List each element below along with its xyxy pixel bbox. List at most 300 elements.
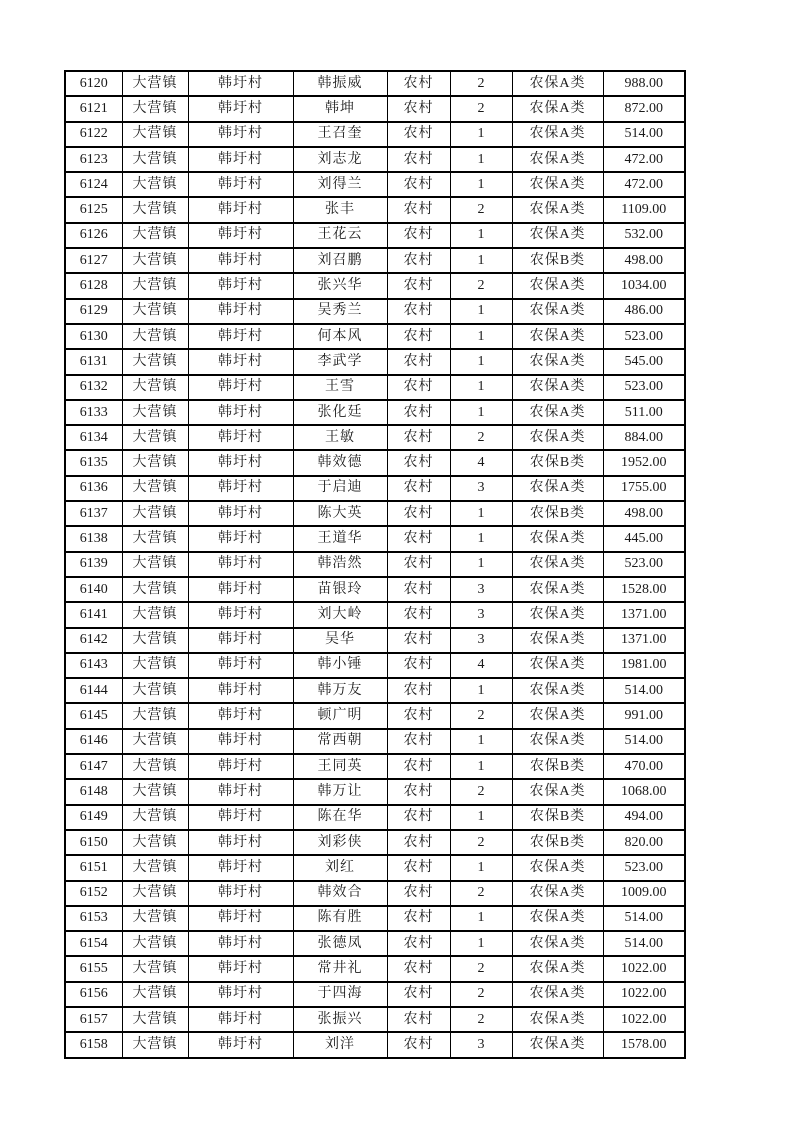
- table-row: [65, 881, 685, 906]
- table-cell-village: 韩圩村: [188, 223, 293, 248]
- table-cell-residence: 农村: [387, 450, 450, 475]
- table-cell-name: 张振兴: [293, 1007, 387, 1032]
- table-cell-name: 张丰: [293, 197, 387, 222]
- table-cell-insurance-type: 农保A类: [512, 703, 603, 728]
- table-cell-town: 大营镇: [122, 375, 188, 400]
- table-cell-amount: 523.00: [603, 324, 685, 349]
- table-cell-town: 大营镇: [122, 1007, 188, 1032]
- table-cell-town: 大营镇: [122, 881, 188, 906]
- table-cell-serial: 6158: [65, 1032, 122, 1057]
- table-cell-insurance-type: 农保A类: [512, 982, 603, 1007]
- table-cell-serial: 6139: [65, 552, 122, 577]
- table-row: [65, 526, 685, 551]
- table-cell-amount: 1022.00: [603, 982, 685, 1007]
- table-cell-name: 刘红: [293, 855, 387, 880]
- table-cell-village: 韩圩村: [188, 830, 293, 855]
- table-cell-name: 王雪: [293, 375, 387, 400]
- table-row: [65, 223, 685, 248]
- table-cell-insurance-type: 农保A类: [512, 172, 603, 197]
- table-cell-insurance-type: 农保A类: [512, 729, 603, 754]
- table-cell-amount: 1022.00: [603, 1007, 685, 1032]
- table-row: [65, 349, 685, 374]
- table-cell-village: 韩圩村: [188, 324, 293, 349]
- table-cell-serial: 6132: [65, 375, 122, 400]
- table-cell-town: 大营镇: [122, 956, 188, 981]
- table-cell-town: 大营镇: [122, 96, 188, 121]
- table-cell-village: 韩圩村: [188, 552, 293, 577]
- table-cell-village: 韩圩村: [188, 425, 293, 450]
- table-cell-village: 韩圩村: [188, 1032, 293, 1057]
- table-cell-amount: 514.00: [603, 122, 685, 147]
- table-cell-insurance-type: 农保A类: [512, 273, 603, 298]
- table-cell-town: 大营镇: [122, 628, 188, 653]
- table-cell-name: 刘召鹏: [293, 248, 387, 273]
- table-cell-headcount: 2: [450, 197, 512, 222]
- table-cell-residence: 农村: [387, 552, 450, 577]
- table-cell-headcount: 1: [450, 375, 512, 400]
- table-row: [65, 71, 685, 96]
- table-row: [65, 248, 685, 273]
- table-cell-serial: 6153: [65, 906, 122, 931]
- table-cell-amount: 1981.00: [603, 653, 685, 678]
- table-cell-amount: 498.00: [603, 501, 685, 526]
- table-cell-residence: 农村: [387, 628, 450, 653]
- table-cell-town: 大营镇: [122, 476, 188, 501]
- table-cell-name: 张化廷: [293, 400, 387, 425]
- table-cell-serial: 6143: [65, 653, 122, 678]
- table-cell-name: 于启迪: [293, 476, 387, 501]
- table-cell-serial: 6157: [65, 1007, 122, 1032]
- table-cell-village: 韩圩村: [188, 375, 293, 400]
- table-cell-residence: 农村: [387, 197, 450, 222]
- table-cell-name: 于四海: [293, 982, 387, 1007]
- table-cell-village: 韩圩村: [188, 703, 293, 728]
- table-cell-village: 韩圩村: [188, 349, 293, 374]
- table-cell-amount: 514.00: [603, 678, 685, 703]
- table-cell-residence: 农村: [387, 96, 450, 121]
- table-cell-serial: 6127: [65, 248, 122, 273]
- table-cell-residence: 农村: [387, 906, 450, 931]
- table-cell-name: 韩效合: [293, 881, 387, 906]
- table-row: [65, 147, 685, 172]
- table-cell-insurance-type: 农保A类: [512, 1007, 603, 1032]
- table-cell-headcount: 2: [450, 956, 512, 981]
- table-cell-insurance-type: 农保A类: [512, 678, 603, 703]
- table-cell-serial: 6142: [65, 628, 122, 653]
- table-cell-amount: 884.00: [603, 425, 685, 450]
- table-cell-residence: 农村: [387, 223, 450, 248]
- table-cell-amount: 988.00: [603, 71, 685, 96]
- table-cell-insurance-type: 农保A类: [512, 349, 603, 374]
- table-cell-residence: 农村: [387, 855, 450, 880]
- table-cell-name: 王召奎: [293, 122, 387, 147]
- table-cell-serial: 6121: [65, 96, 122, 121]
- table-cell-residence: 农村: [387, 425, 450, 450]
- table-cell-residence: 农村: [387, 273, 450, 298]
- table-cell-name: 常井礼: [293, 956, 387, 981]
- table-cell-headcount: 1: [450, 855, 512, 880]
- table-cell-residence: 农村: [387, 1007, 450, 1032]
- table-cell-amount: 1009.00: [603, 881, 685, 906]
- table-cell-insurance-type: 农保A类: [512, 526, 603, 551]
- table-cell-insurance-type: 农保B类: [512, 805, 603, 830]
- table-row: [65, 729, 685, 754]
- table-row: [65, 96, 685, 121]
- table-cell-name: 陈大英: [293, 501, 387, 526]
- table-cell-name: 何本风: [293, 324, 387, 349]
- table-cell-name: 常西朝: [293, 729, 387, 754]
- table-cell-insurance-type: 农保A类: [512, 906, 603, 931]
- table-cell-insurance-type: 农保A类: [512, 400, 603, 425]
- table-cell-town: 大营镇: [122, 906, 188, 931]
- table-cell-serial: 6148: [65, 779, 122, 804]
- table-cell-headcount: 1: [450, 349, 512, 374]
- table-cell-residence: 农村: [387, 881, 450, 906]
- table-cell-town: 大营镇: [122, 703, 188, 728]
- table-cell-village: 韩圩村: [188, 147, 293, 172]
- table-row: [65, 805, 685, 830]
- table-cell-residence: 农村: [387, 830, 450, 855]
- table-cell-serial: 6122: [65, 122, 122, 147]
- table-cell-headcount: 1: [450, 552, 512, 577]
- table-cell-amount: 514.00: [603, 729, 685, 754]
- table-cell-village: 韩圩村: [188, 273, 293, 298]
- table-cell-serial: 6128: [65, 273, 122, 298]
- table-cell-residence: 农村: [387, 982, 450, 1007]
- table-cell-village: 韩圩村: [188, 526, 293, 551]
- table-cell-headcount: 2: [450, 71, 512, 96]
- table-cell-amount: 532.00: [603, 223, 685, 248]
- table-cell-residence: 农村: [387, 779, 450, 804]
- table-cell-headcount: 3: [450, 476, 512, 501]
- table-cell-village: 韩圩村: [188, 577, 293, 602]
- table-cell-town: 大营镇: [122, 273, 188, 298]
- table-cell-town: 大营镇: [122, 552, 188, 577]
- table-cell-residence: 农村: [387, 956, 450, 981]
- table-cell-town: 大营镇: [122, 450, 188, 475]
- table-row: [65, 122, 685, 147]
- table-cell-town: 大营镇: [122, 855, 188, 880]
- table-cell-village: 韩圩村: [188, 754, 293, 779]
- table-cell-headcount: 2: [450, 1007, 512, 1032]
- table-cell-insurance-type: 农保A类: [512, 1032, 603, 1057]
- table-row: [65, 653, 685, 678]
- table-cell-village: 韩圩村: [188, 855, 293, 880]
- table-cell-headcount: 4: [450, 653, 512, 678]
- table-cell-residence: 农村: [387, 299, 450, 324]
- table-cell-town: 大营镇: [122, 1032, 188, 1057]
- table-cell-town: 大营镇: [122, 400, 188, 425]
- table-cell-serial: 6126: [65, 223, 122, 248]
- table-cell-name: 吴华: [293, 628, 387, 653]
- table-cell-serial: 6134: [65, 425, 122, 450]
- table-cell-headcount: 1: [450, 122, 512, 147]
- table-cell-headcount: 1: [450, 526, 512, 551]
- table-cell-name: 张德凤: [293, 931, 387, 956]
- table-cell-amount: 514.00: [603, 931, 685, 956]
- table-cell-name: 陈在华: [293, 805, 387, 830]
- table-cell-residence: 农村: [387, 501, 450, 526]
- table-cell-headcount: 1: [450, 147, 512, 172]
- table-cell-name: 李武学: [293, 349, 387, 374]
- table-cell-residence: 农村: [387, 653, 450, 678]
- table-cell-serial: 6150: [65, 830, 122, 855]
- table-cell-amount: 1034.00: [603, 273, 685, 298]
- table-row: [65, 476, 685, 501]
- table-cell-headcount: 1: [450, 729, 512, 754]
- table-cell-insurance-type: 农保B类: [512, 450, 603, 475]
- table-cell-headcount: 3: [450, 602, 512, 627]
- table-cell-amount: 872.00: [603, 96, 685, 121]
- table-cell-serial: 6146: [65, 729, 122, 754]
- table-cell-amount: 498.00: [603, 248, 685, 273]
- table-cell-amount: 1528.00: [603, 577, 685, 602]
- table-row: [65, 931, 685, 956]
- table-cell-name: 王同英: [293, 754, 387, 779]
- table-cell-amount: 1109.00: [603, 197, 685, 222]
- table-row: [65, 577, 685, 602]
- table-cell-serial: 6144: [65, 678, 122, 703]
- benefits-table: [64, 70, 686, 1059]
- table-cell-village: 韩圩村: [188, 71, 293, 96]
- table-cell-town: 大营镇: [122, 197, 188, 222]
- table-cell-amount: 470.00: [603, 754, 685, 779]
- table-cell-town: 大营镇: [122, 931, 188, 956]
- table-cell-residence: 农村: [387, 349, 450, 374]
- table-cell-town: 大营镇: [122, 425, 188, 450]
- table-cell-village: 韩圩村: [188, 197, 293, 222]
- table-cell-serial: 6133: [65, 400, 122, 425]
- table-cell-residence: 农村: [387, 248, 450, 273]
- table-cell-headcount: 1: [450, 248, 512, 273]
- table-cell-name: 苗银玲: [293, 577, 387, 602]
- table-row: [65, 450, 685, 475]
- table-cell-amount: 523.00: [603, 375, 685, 400]
- table-cell-serial: 6156: [65, 982, 122, 1007]
- table-cell-insurance-type: 农保B类: [512, 501, 603, 526]
- table-cell-headcount: 2: [450, 881, 512, 906]
- table-cell-amount: 472.00: [603, 147, 685, 172]
- table-cell-insurance-type: 农保A类: [512, 324, 603, 349]
- table-cell-serial: 6145: [65, 703, 122, 728]
- table-row: [65, 956, 685, 981]
- table-row: [65, 375, 685, 400]
- table-cell-insurance-type: 农保A类: [512, 223, 603, 248]
- table-cell-headcount: 1: [450, 906, 512, 931]
- table-row: [65, 197, 685, 222]
- table-cell-village: 韩圩村: [188, 678, 293, 703]
- table-row: [65, 628, 685, 653]
- table-cell-insurance-type: 农保A类: [512, 375, 603, 400]
- table-cell-insurance-type: 农保A类: [512, 476, 603, 501]
- table-cell-insurance-type: 农保A类: [512, 577, 603, 602]
- table-cell-headcount: 1: [450, 223, 512, 248]
- table-cell-serial: 6138: [65, 526, 122, 551]
- table-cell-insurance-type: 农保B类: [512, 830, 603, 855]
- table-cell-name: 刘志龙: [293, 147, 387, 172]
- table-cell-serial: 6129: [65, 299, 122, 324]
- table-cell-name: 韩万让: [293, 779, 387, 804]
- table-cell-name: 陈有胜: [293, 906, 387, 931]
- table-cell-insurance-type: 农保A类: [512, 956, 603, 981]
- table-cell-name: 顿广明: [293, 703, 387, 728]
- table-cell-headcount: 1: [450, 805, 512, 830]
- table-row: [65, 830, 685, 855]
- table-cell-amount: 1371.00: [603, 602, 685, 627]
- table-cell-name: 韩小锤: [293, 653, 387, 678]
- table-cell-serial: 6141: [65, 602, 122, 627]
- table-cell-name: 刘大岭: [293, 602, 387, 627]
- table-cell-residence: 农村: [387, 400, 450, 425]
- table-cell-village: 韩圩村: [188, 779, 293, 804]
- table-cell-headcount: 2: [450, 96, 512, 121]
- table-cell-insurance-type: 农保A类: [512, 425, 603, 450]
- table-cell-name: 刘得兰: [293, 172, 387, 197]
- table-cell-headcount: 3: [450, 577, 512, 602]
- table-cell-town: 大营镇: [122, 602, 188, 627]
- table-cell-amount: 1022.00: [603, 956, 685, 981]
- table-cell-amount: 1578.00: [603, 1032, 685, 1057]
- table-cell-amount: 1371.00: [603, 628, 685, 653]
- table-cell-amount: 445.00: [603, 526, 685, 551]
- table-cell-residence: 农村: [387, 147, 450, 172]
- table-cell-insurance-type: 农保A类: [512, 881, 603, 906]
- table-cell-insurance-type: 农保A类: [512, 147, 603, 172]
- table-cell-name: 韩振威: [293, 71, 387, 96]
- table-cell-residence: 农村: [387, 703, 450, 728]
- table-cell-residence: 农村: [387, 172, 450, 197]
- table-cell-insurance-type: 农保A类: [512, 779, 603, 804]
- table-cell-name: 王道华: [293, 526, 387, 551]
- table-cell-village: 韩圩村: [188, 982, 293, 1007]
- table-cell-name: 韩浩然: [293, 552, 387, 577]
- table-cell-village: 韩圩村: [188, 1007, 293, 1032]
- table-row: [65, 678, 685, 703]
- table-cell-residence: 农村: [387, 71, 450, 96]
- table-cell-village: 韩圩村: [188, 881, 293, 906]
- table-cell-residence: 农村: [387, 375, 450, 400]
- table-cell-name: 韩坤: [293, 96, 387, 121]
- table-cell-amount: 523.00: [603, 855, 685, 880]
- table-cell-insurance-type: 农保A类: [512, 931, 603, 956]
- table-cell-town: 大营镇: [122, 172, 188, 197]
- table-cell-headcount: 2: [450, 779, 512, 804]
- table-row: [65, 1007, 685, 1032]
- table-cell-insurance-type: 农保B类: [512, 754, 603, 779]
- table-cell-town: 大营镇: [122, 248, 188, 273]
- table-row: [65, 906, 685, 931]
- table-cell-residence: 农村: [387, 476, 450, 501]
- table-cell-headcount: 2: [450, 830, 512, 855]
- table-cell-serial: 6125: [65, 197, 122, 222]
- table-cell-town: 大营镇: [122, 299, 188, 324]
- table-cell-town: 大营镇: [122, 223, 188, 248]
- table-row: [65, 501, 685, 526]
- table-cell-headcount: 2: [450, 703, 512, 728]
- table-cell-residence: 农村: [387, 931, 450, 956]
- table-cell-amount: 545.00: [603, 349, 685, 374]
- table-cell-headcount: 3: [450, 1032, 512, 1057]
- table-cell-town: 大营镇: [122, 678, 188, 703]
- table-cell-name: 韩万友: [293, 678, 387, 703]
- table-cell-serial: 6136: [65, 476, 122, 501]
- table-cell-town: 大营镇: [122, 324, 188, 349]
- table-cell-village: 韩圩村: [188, 729, 293, 754]
- table-cell-amount: 1952.00: [603, 450, 685, 475]
- table-cell-insurance-type: 农保A类: [512, 653, 603, 678]
- table-cell-town: 大营镇: [122, 501, 188, 526]
- table-cell-insurance-type: 农保A类: [512, 122, 603, 147]
- table-cell-headcount: 1: [450, 678, 512, 703]
- table-cell-amount: 1068.00: [603, 779, 685, 804]
- table-cell-name: 张兴华: [293, 273, 387, 298]
- table-cell-village: 韩圩村: [188, 653, 293, 678]
- table-cell-insurance-type: 农保A类: [512, 96, 603, 121]
- table-cell-village: 韩圩村: [188, 122, 293, 147]
- table-cell-residence: 农村: [387, 678, 450, 703]
- table-cell-town: 大营镇: [122, 653, 188, 678]
- table-row: [65, 400, 685, 425]
- table-cell-residence: 农村: [387, 729, 450, 754]
- table-cell-headcount: 4: [450, 450, 512, 475]
- table-cell-residence: 农村: [387, 526, 450, 551]
- table-cell-town: 大营镇: [122, 729, 188, 754]
- table-cell-residence: 农村: [387, 324, 450, 349]
- table-cell-serial: 6151: [65, 855, 122, 880]
- table-cell-name: 王花云: [293, 223, 387, 248]
- table-cell-name: 韩效德: [293, 450, 387, 475]
- table-cell-village: 韩圩村: [188, 931, 293, 956]
- table-cell-serial: 6120: [65, 71, 122, 96]
- table-cell-amount: 494.00: [603, 805, 685, 830]
- table-cell-village: 韩圩村: [188, 501, 293, 526]
- table-cell-insurance-type: 农保A类: [512, 855, 603, 880]
- table-cell-insurance-type: 农保A类: [512, 299, 603, 324]
- table-cell-village: 韩圩村: [188, 248, 293, 273]
- table-row: [65, 982, 685, 1007]
- table-cell-serial: 6131: [65, 349, 122, 374]
- table-cell-serial: 6124: [65, 172, 122, 197]
- table-cell-village: 韩圩村: [188, 602, 293, 627]
- table-cell-insurance-type: 农保A类: [512, 628, 603, 653]
- table-row: [65, 855, 685, 880]
- table-cell-amount: 514.00: [603, 906, 685, 931]
- table-row: [65, 779, 685, 804]
- table-cell-headcount: 2: [450, 425, 512, 450]
- table-cell-serial: 6137: [65, 501, 122, 526]
- table-cell-residence: 农村: [387, 602, 450, 627]
- table-cell-serial: 6123: [65, 147, 122, 172]
- table-cell-insurance-type: 农保A类: [512, 552, 603, 577]
- table-cell-village: 韩圩村: [188, 299, 293, 324]
- table-cell-headcount: 1: [450, 400, 512, 425]
- table-row: [65, 172, 685, 197]
- table-cell-serial: 6147: [65, 754, 122, 779]
- table-cell-amount: 820.00: [603, 830, 685, 855]
- table-cell-headcount: 1: [450, 172, 512, 197]
- table-cell-town: 大营镇: [122, 830, 188, 855]
- table-cell-town: 大营镇: [122, 982, 188, 1007]
- table-cell-village: 韩圩村: [188, 96, 293, 121]
- table-cell-town: 大营镇: [122, 754, 188, 779]
- table-cell-residence: 农村: [387, 1032, 450, 1057]
- table-cell-amount: 1755.00: [603, 476, 685, 501]
- table-cell-serial: 6149: [65, 805, 122, 830]
- table-cell-headcount: 3: [450, 628, 512, 653]
- table-cell-headcount: 1: [450, 501, 512, 526]
- table-cell-village: 韩圩村: [188, 450, 293, 475]
- table-cell-name: 吴秀兰: [293, 299, 387, 324]
